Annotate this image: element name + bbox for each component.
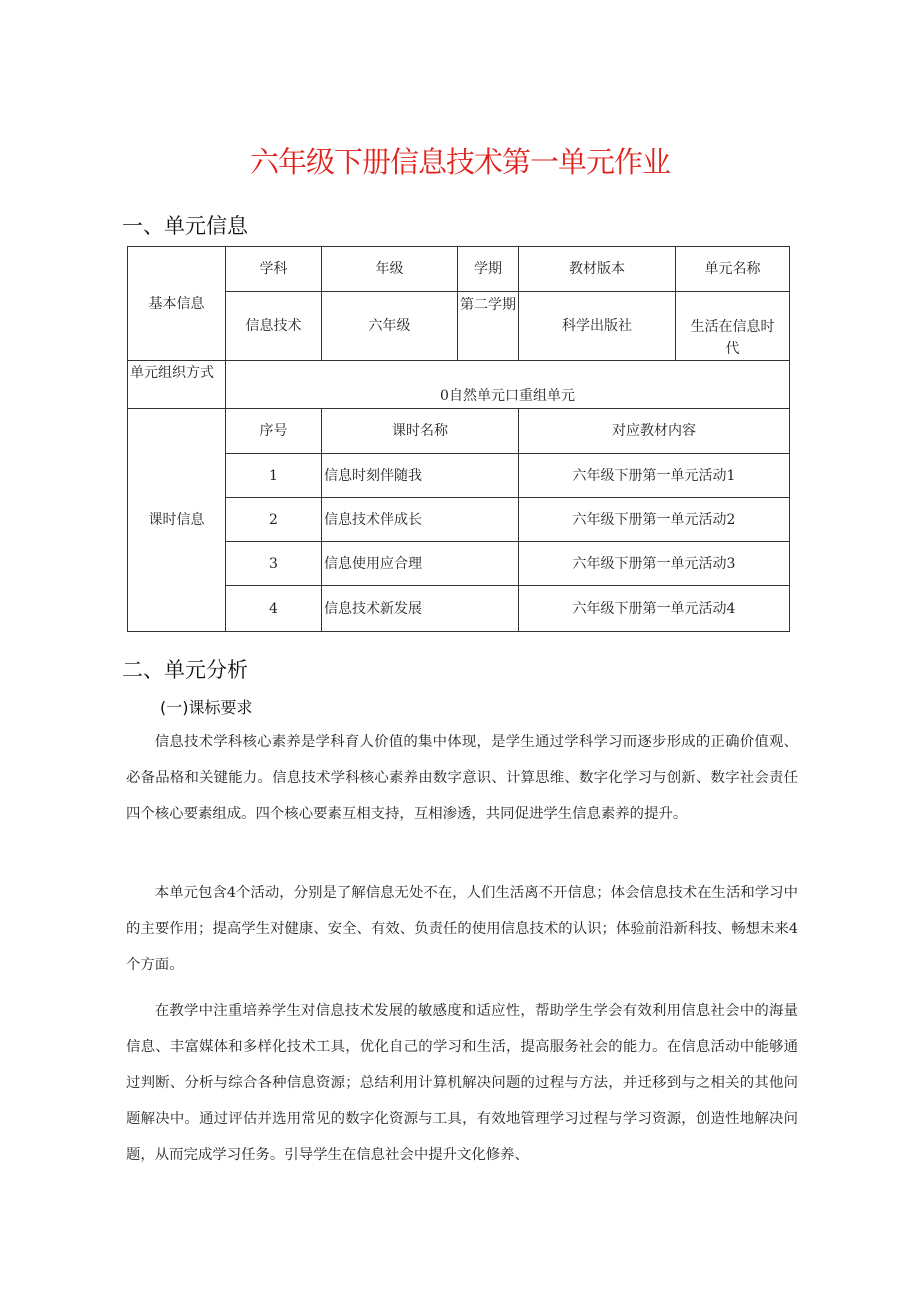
header-semester: 学期: [458, 247, 519, 292]
lesson-name: 信息技术伴成长: [322, 498, 519, 542]
paragraph-1: 信息技术学科核心素养是学科育人价值的集中体现，是学生通过学科学习而逐步形成的正确价值观、必备品格和关键能力。信息技术学科核心素养由数字意识、计算思维、数字化学习与创新、数字社会责任四个核心要素组成。四个核心要素互相支持，互相渗透，共同促进学生信息素养的提升。: [126, 734, 798, 822]
table-row: [128, 454, 790, 498]
table-row: [128, 586, 790, 632]
value-semester: 第二学期: [458, 292, 519, 361]
lesson-name: 信息使用应合理: [322, 542, 519, 586]
basic-info-label: 基本信息: [128, 247, 226, 361]
lesson-content: 六年级下册第一单元活动3: [519, 542, 790, 586]
lesson-no: 1: [226, 454, 322, 498]
subsection-heading-curriculum: (一)课标要求: [160, 698, 253, 717]
paragraph-3: 在教学中注重培养学生对信息技术发展的敏感度和适应性，帮助学生学会有效利用信息社会中的海量信息、丰富媒体和多样化技术工具，优化自己的学习和生活，提高服务社会的能力。在信息活动中能够通过判断、分析与综合各种信息资源；总结利用计算机解决问题的过程与方法，并迁移到与之相关的其他问题解决中。通过评估并选用常见的数字化资源与工具，有效地管理学习过程与学习资源，创造性地解决问题，从而完成学习任务。引导学生在信息社会中提升文化修养、: [126, 1003, 798, 1163]
lesson-header-no: 序号: [226, 409, 322, 454]
lesson-no: 3: [226, 542, 322, 586]
header-textbook: 教材版本: [519, 247, 676, 292]
lesson-no: 4: [226, 586, 322, 632]
lesson-header-name: 课时名称: [322, 409, 519, 454]
lesson-content: 六年级下册第一单元活动4: [519, 586, 790, 632]
value-grade: 六年级: [322, 292, 458, 361]
lesson-header-content: 对应教材内容: [519, 409, 790, 454]
header-subject: 学科: [226, 247, 322, 292]
lesson-name: 信息时刻伴随我: [322, 454, 519, 498]
lesson-name: 信息技术新发展: [322, 586, 519, 632]
header-unit-name: 单元名称: [676, 247, 790, 292]
document-title: 六年级下册信息技术第一单元作业: [249, 145, 670, 179]
table-row: [128, 498, 790, 542]
unit-info-table: [127, 246, 790, 632]
lesson-info-label: 课时信息: [128, 409, 226, 632]
lesson-content: 六年级下册第一单元活动1: [519, 454, 790, 498]
table-row: [128, 542, 790, 586]
value-subject: 信息技术: [226, 292, 322, 361]
lesson-no: 2: [226, 498, 322, 542]
paragraph-2: 本单元包含4个活动，分别是了解信息无处不在，人们生活离不开信息；体会信息技术在生活和学习中的主要作用；提高学生对健康、安全、有效、负责任的使用信息技术的认识；体验前沿新科技、畅想未来4个方面。: [126, 885, 798, 973]
lesson-content: 六年级下册第一单元活动2: [519, 498, 790, 542]
value-textbook: 科学出版社: [519, 292, 676, 361]
org-method-value: 0自然单元口重组单元: [226, 361, 790, 409]
section-heading-unit-info: 一、单元信息: [122, 214, 248, 238]
value-unit-name: 生活在信息时代: [676, 292, 790, 361]
org-method-label: 单元组织方式: [128, 361, 226, 409]
section-heading-unit-analysis: 二、单元分析: [122, 658, 248, 682]
header-grade: 年级: [322, 247, 458, 292]
